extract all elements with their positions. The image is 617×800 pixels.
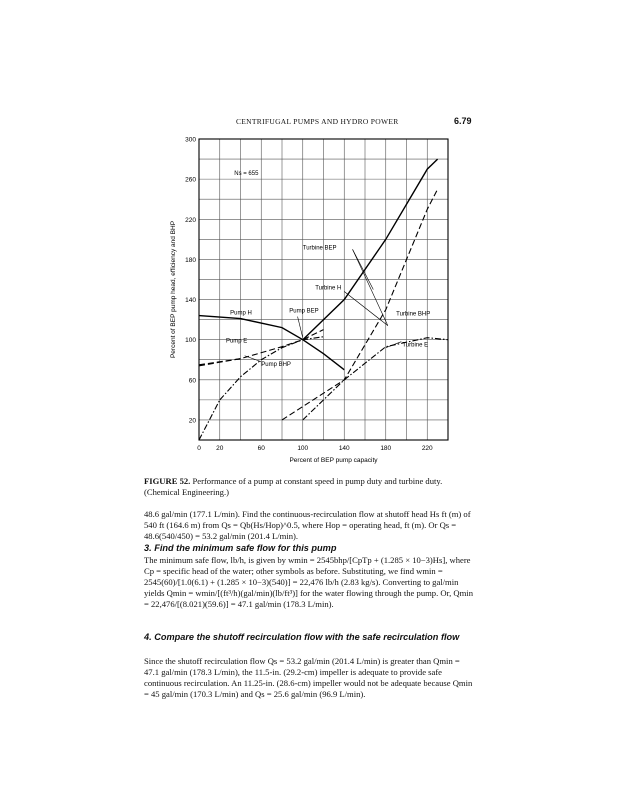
annotation-label: Turbine BHP [396, 311, 431, 318]
paragraph-3: Since the shutoff recirculation flow Qs = 53.2 gal/min (201.4 L/min) is greater than Qmin = 47.1 gal/min (178.3 L/min), the 11.5-in. (29.2-cm) impeller is adequate to provide safe continuous recirculation. An 11.25-in. (28.6-cm) impeller would not be adequate because Qmin = 45 gal/min (170.3 L/min) and Qs = 25.6 gal/min (96.9 L/min). [144, 656, 473, 699]
figure-caption-text: Performance of a pump at constant speed in pump duty and turbine duty. (Chemical Engineering.) [144, 476, 443, 497]
x-axis-label: Percent of BEP pump capacity [289, 457, 378, 464]
annotation-leader [344, 292, 388, 326]
y-tick-label: 20 [188, 417, 196, 425]
y-axis-label: Percent of BEP pump head, efficiency and BHP [170, 220, 177, 359]
annotation-label: Ns = 655 [234, 171, 259, 178]
x-tick-label: 220 [421, 445, 433, 452]
annotation-label: Pump H [230, 310, 252, 317]
chart-labels [170, 137, 433, 465]
paragraph-2: The minimum safe flow, lb/h, is given by wmin = 2545bhp/[CpTp + (1.285 × 10−3)Hs], where Cp = specific head of the water; other symbols as before. Substituting, we find wmin = 2545(60)/[1.0(6.1) + (1.285 × 10−3)(540)] = 22,476 lb/h (2.83 kg/s). Converting to gal/min yields Qmin = wmin/[(ft³/h)(gal/min)(lb/ft³)] for the water flowing through the pump. Or, Qmin = 22,476/[(8.021)(59.6)] = 47.1 gal/min (178.3 L/min). [144, 555, 473, 609]
annotation-label: Turbine H [315, 285, 342, 292]
annotation-label: Turbine BEP [302, 245, 337, 252]
x-tick-label: 0 [197, 445, 201, 452]
y-tick-label: 180 [185, 256, 196, 264]
x-tick-label: 180 [380, 445, 392, 452]
step-3-heading: 3. Find the minimum safe flow for this pump [144, 543, 337, 553]
x-tick-label: 100 [297, 445, 309, 452]
y-tick-label: 220 [185, 216, 196, 224]
y-tick-label: 100 [185, 337, 196, 345]
series-turbine-bhp [282, 189, 438, 420]
y-tick-label: 60 [188, 377, 196, 385]
annotation-label: Pump BEP [289, 308, 319, 315]
y-tick-label: 260 [185, 176, 196, 184]
annotation-label: Pump E [225, 338, 248, 345]
x-tick-label: 60 [257, 445, 265, 452]
series-turbine-e [303, 338, 448, 420]
y-tick-label: 300 [185, 136, 196, 144]
x-tick-label: 20 [216, 445, 224, 452]
annotation-label: Pump BHP [261, 361, 291, 368]
figure-caption [144, 476, 474, 498]
step-4-heading: 4. Compare the shutoff recirculation flow with the safe recirculation flow [144, 632, 460, 642]
series-pump-e [220, 337, 324, 400]
figure-label: FIGURE 52. [144, 476, 191, 486]
running-title: CENTRIFUGAL PUMPS AND HYDRO POWER [236, 117, 399, 126]
annotation-label: Turbine E [402, 342, 429, 349]
page-number: 6.79 [454, 116, 472, 126]
annotation-leader [386, 342, 402, 348]
x-tick-label: 140 [338, 445, 350, 452]
annotation-leader [245, 356, 262, 362]
paragraph-1: 48.6 gal/min (177.1 L/min). Find the continuous-recirculation flow at shutoff head Hs ft (m) of 540 ft (164.6 m) from Qs = Qb(Hs/Hop)^0.5, where Hop = operating head, ft (m). Or Qs = 48.6(540/450) = 53.2 gal/min (201.4 L/min). [144, 509, 471, 541]
y-tick-label: 140 [185, 297, 196, 305]
